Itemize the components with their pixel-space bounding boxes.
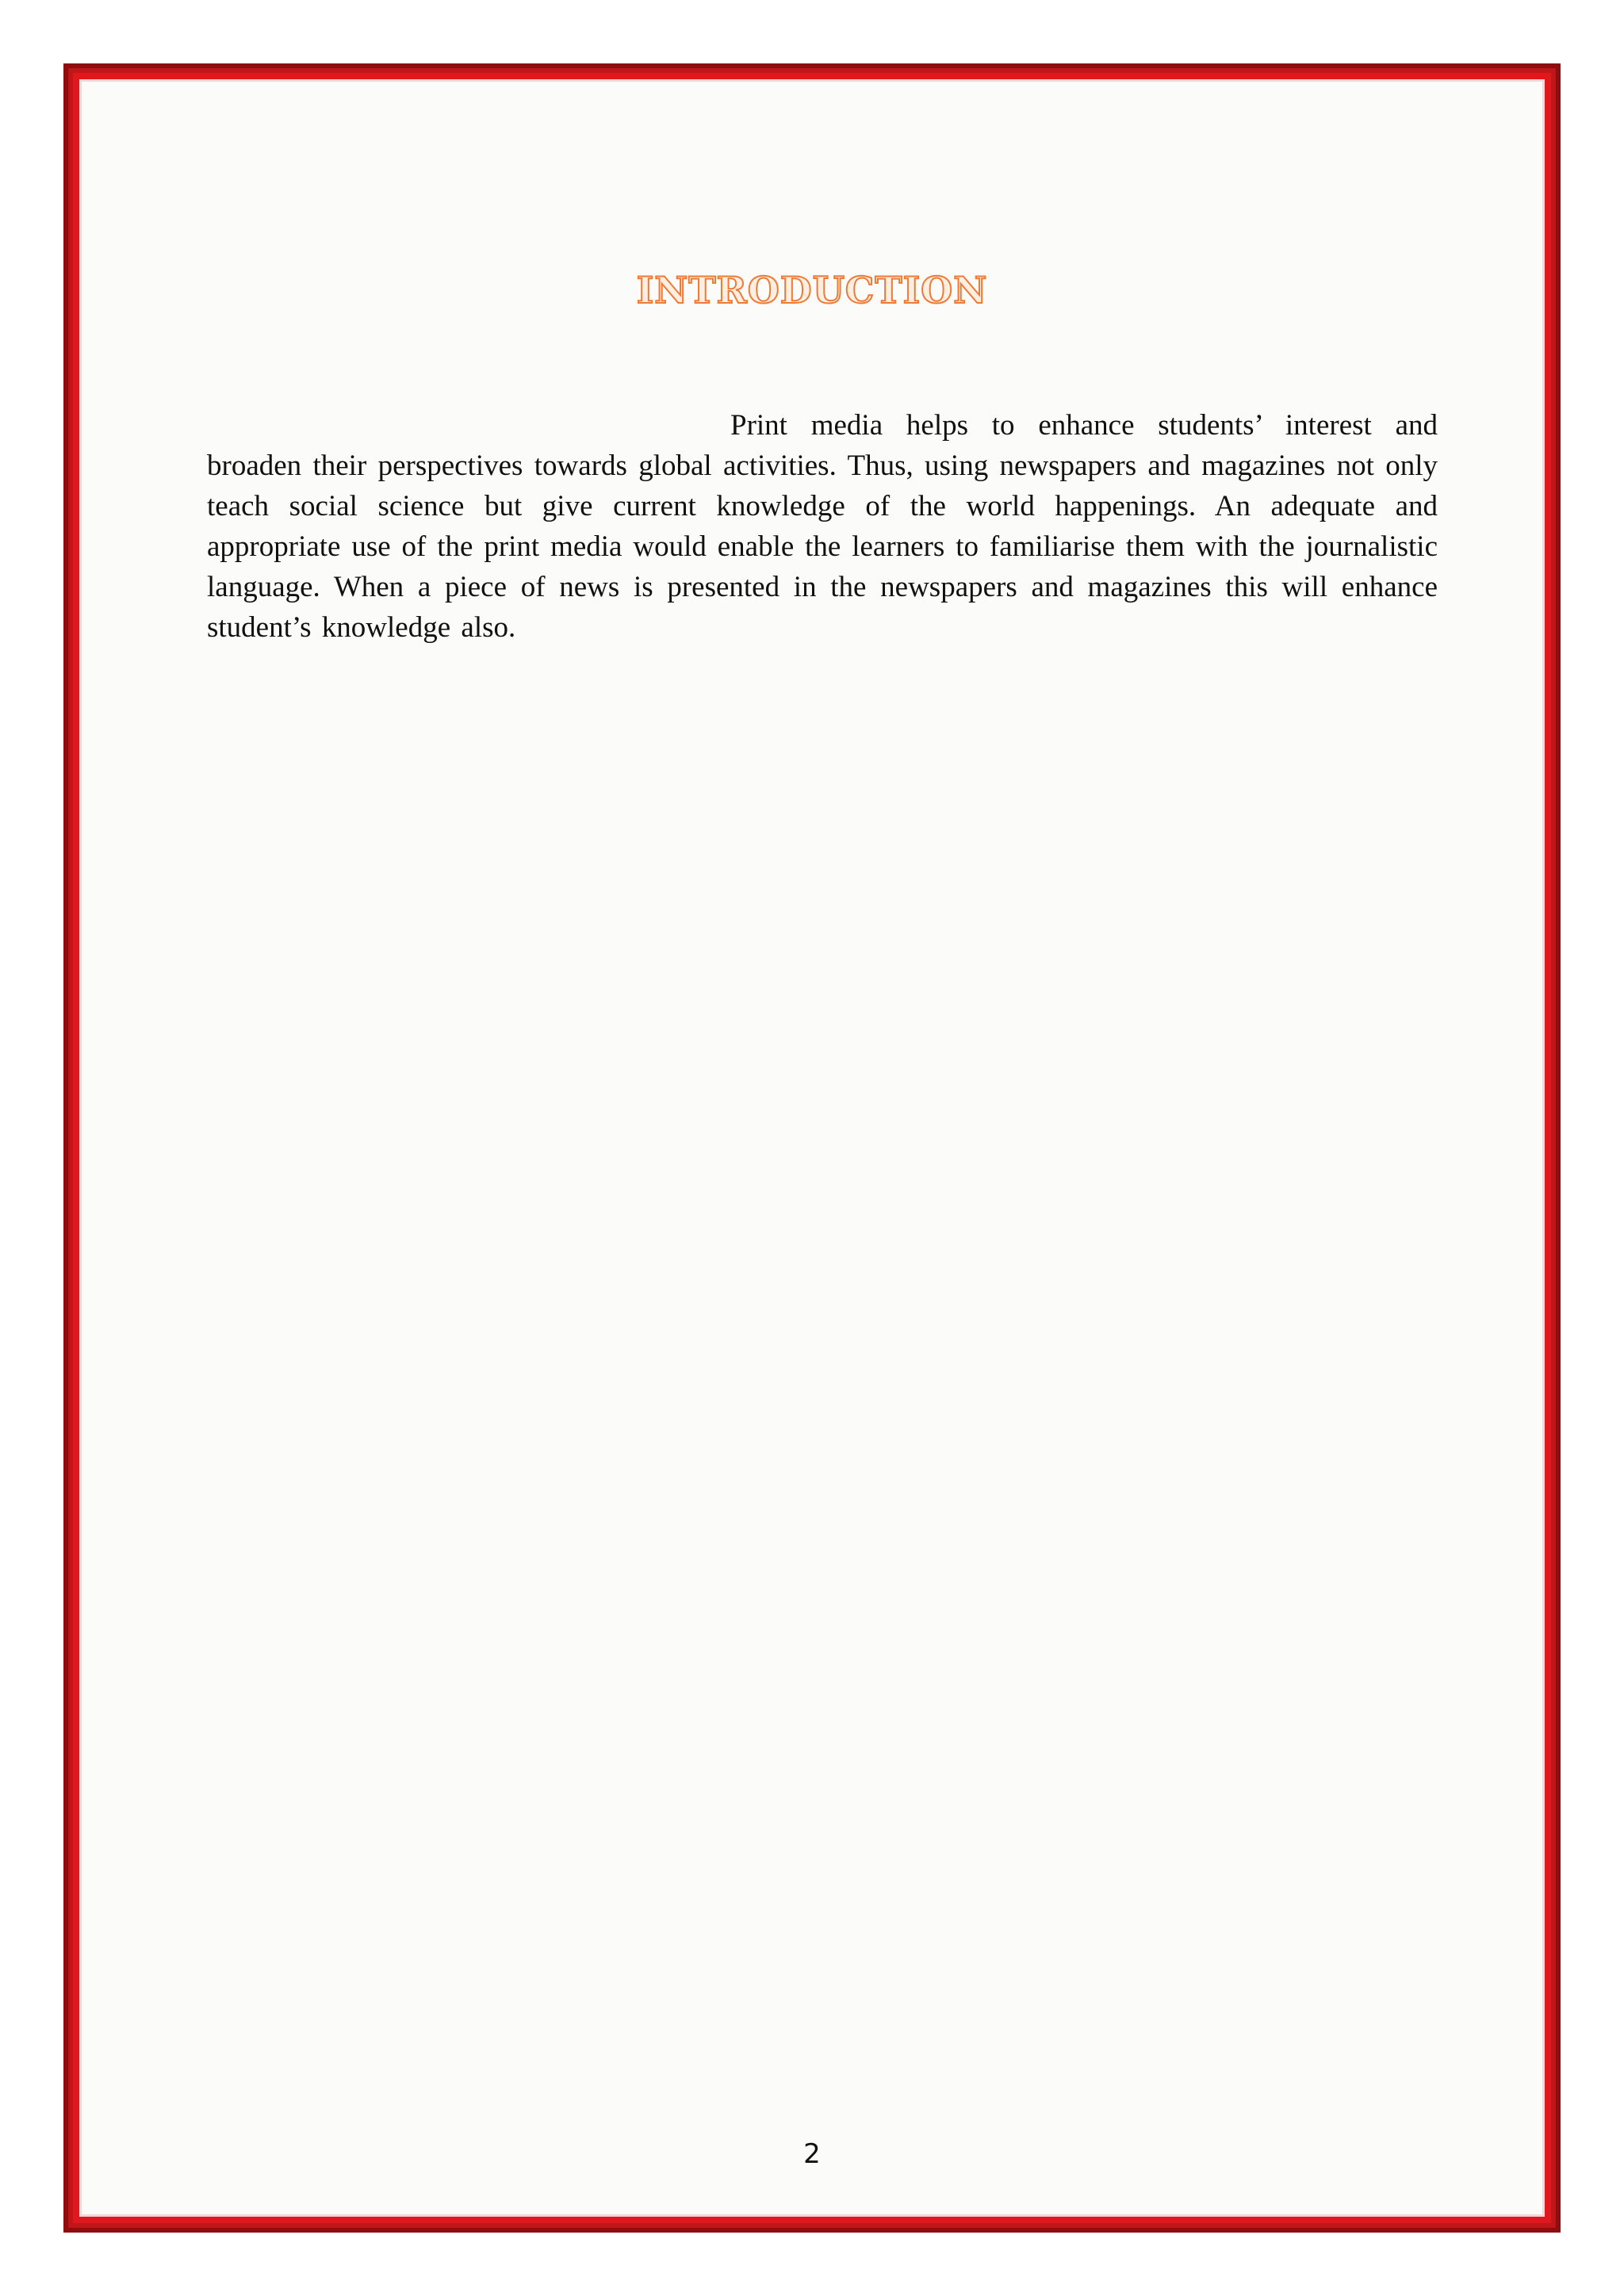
- page-border-red: [73, 73, 1551, 2223]
- page-border-outer: [63, 63, 1561, 2233]
- page-content-area: [79, 79, 1545, 2217]
- page-number: 2: [803, 2138, 821, 2170]
- page-title: INTRODUCTION: [636, 269, 988, 312]
- introduction-paragraph: Print media helps to enhance students’ interest and broaden their perspectives towards global activities. Thus, using newspapers and magazines not only teach social science but give current knowledge of the world happenings. An adequate and appropriate use of the print media would enable the learners to familiarise them with the journalistic language. When a piece of news is presented in the newspapers and magazines this will enhance student’s knowledge also.: [207, 409, 1438, 644]
